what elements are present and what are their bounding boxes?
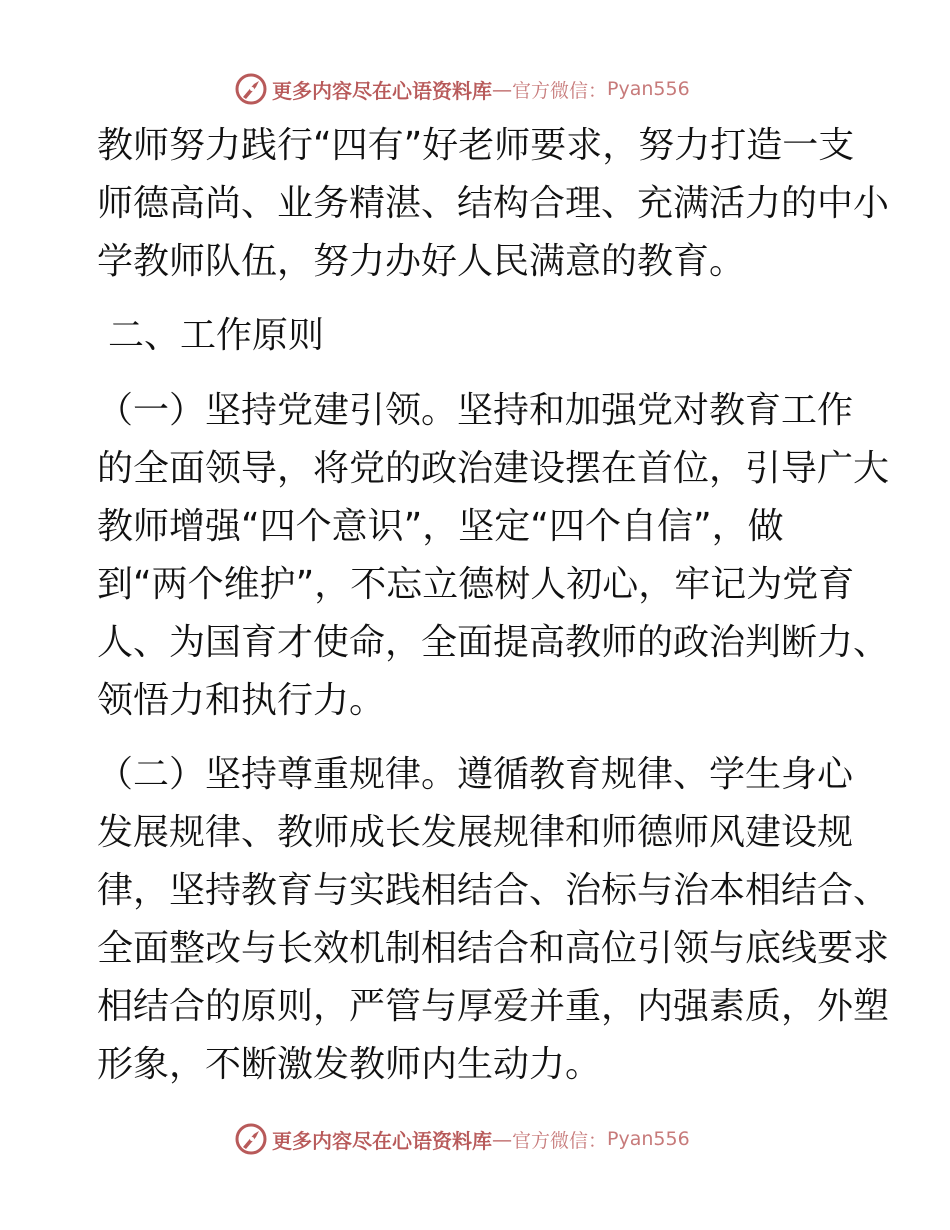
header-watermark-banner (234, 70, 690, 108)
principle-2-paragraph (97, 746, 890, 1094)
footer-watermark-banner (234, 1120, 690, 1158)
text-line: 全面整改与长效机制相结合和高位引领与底线要求 (97, 928, 890, 969)
pen-nib-seal-icon (234, 1122, 268, 1156)
text-line: 人、为国育才使命，全面提高教师的政治判断力、 (97, 622, 890, 663)
text-line: 到“两个维护”，不忘立德树人初心，牢记为党育 (97, 564, 855, 605)
text-line: 形象，不断激发教师内生动力。 (97, 1044, 602, 1085)
banner-main-text: 更多内容尽在心语资料库 (272, 78, 492, 103)
text-line: 师德高尚、业务精湛、结构合理、充满活力的中小 (97, 183, 890, 224)
pen-nib-seal-icon (234, 72, 268, 106)
text-line: 发展规律、教师成长发展规律和师德师风建设规 (97, 812, 854, 853)
banner-wechat-id: Pyan556 (607, 78, 690, 100)
intro-paragraph (97, 117, 890, 291)
section-heading (108, 307, 868, 365)
principle-1-paragraph (97, 382, 890, 730)
banner-wechat-label: 官方微信： (512, 1129, 608, 1152)
text-line: 律，坚持教育与实践相结合、治标与治本相结合、 (97, 870, 890, 911)
banner-dash: — (492, 77, 512, 101)
text-line: 学教师队伍，努力办好人民满意的教育。 (97, 241, 746, 282)
text-line: 教师增强“四个意识”，坚定“四个自信”，做 (97, 506, 784, 547)
text-line: 相结合的原则，严管与厚爱并重，内强素质，外塑 (97, 986, 890, 1027)
text-line: 的全面领导，将党的政治建设摆在首位，引导广大 (97, 448, 890, 489)
banner-main-text: 更多内容尽在心语资料库 (272, 1128, 492, 1153)
text-line: 领悟力和执行力。 (97, 680, 386, 721)
banner-wechat-label: 官方微信： (512, 79, 608, 102)
text-line: （二）坚持尊重规律。遵循教育规律、学生身心 (97, 754, 854, 795)
text-line: （一）坚持党建引领。坚持和加强党对教育工作 (97, 390, 854, 431)
banner-wechat-id: Pyan556 (607, 1128, 690, 1150)
text-line: 教师努力践行“四有”好老师要求，努力打造一支 (97, 125, 855, 166)
section-heading-text: 二、工作原则 (108, 315, 325, 356)
banner-dash: — (492, 1127, 512, 1151)
